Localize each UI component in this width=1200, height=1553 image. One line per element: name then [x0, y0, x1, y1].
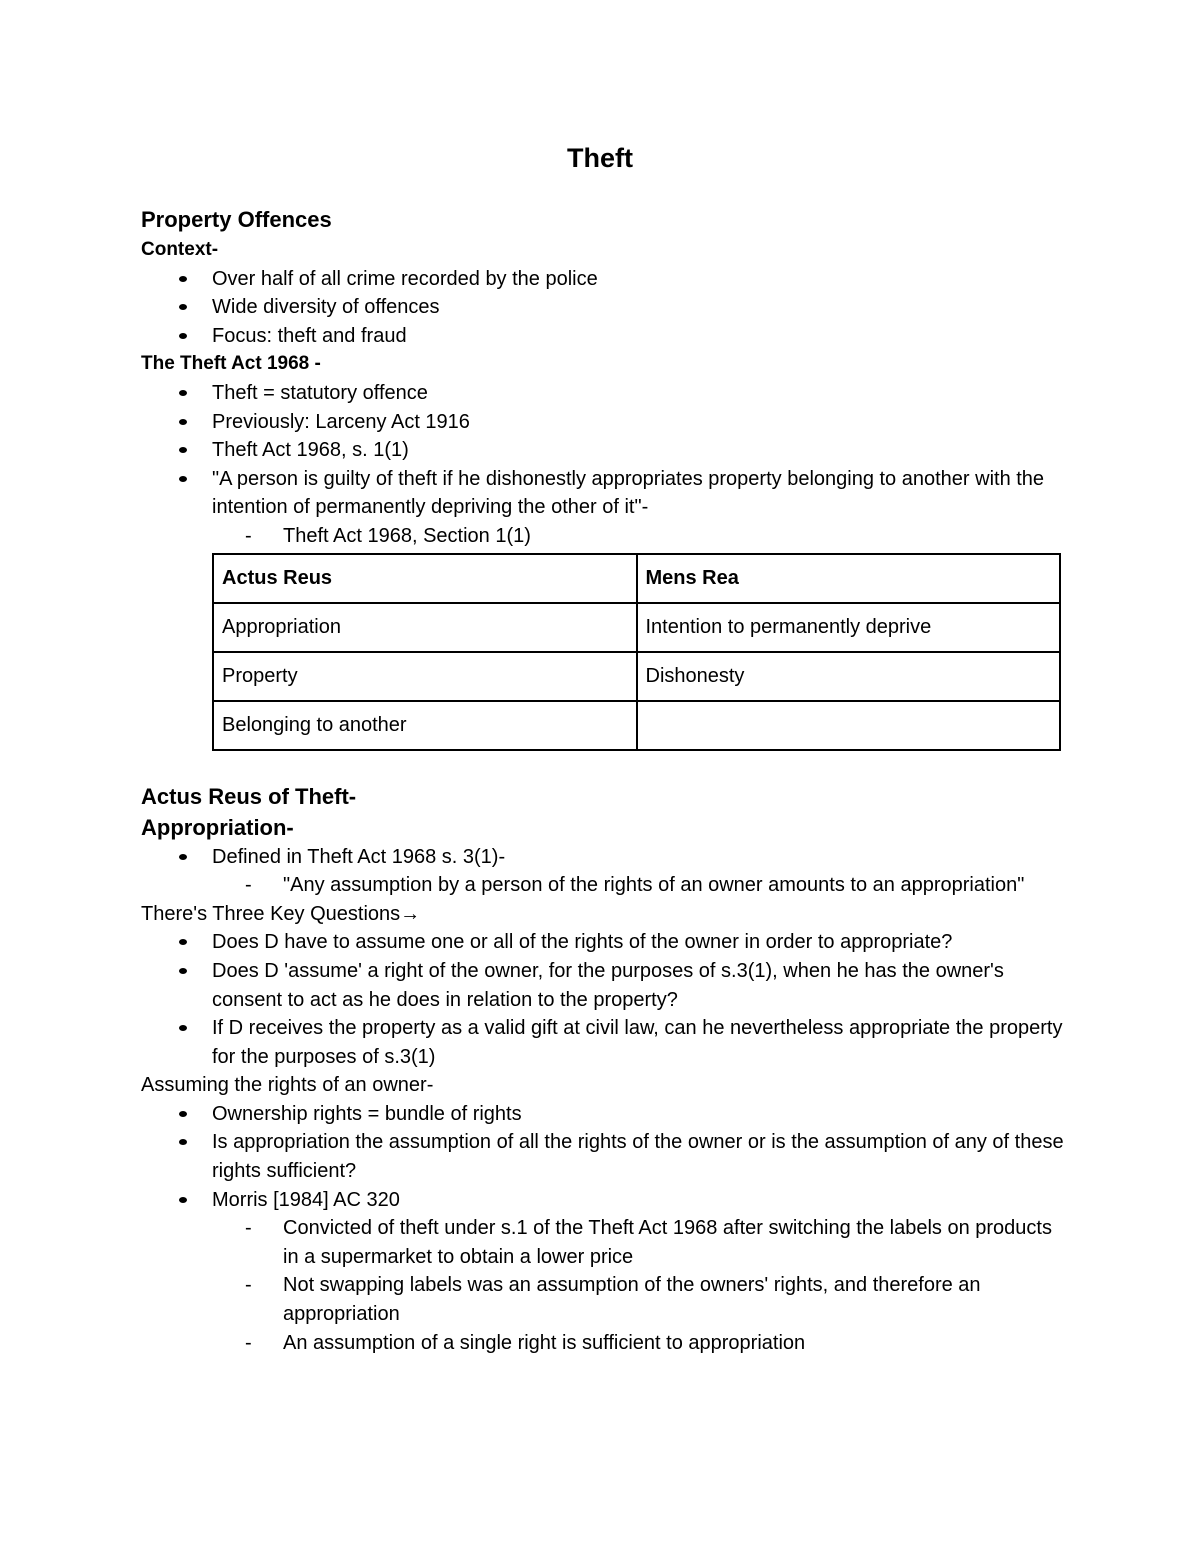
- theft-act-list: [141, 379, 1071, 522]
- list-item: Morris [1984] AC 320: [141, 1186, 1071, 1215]
- list-item: Does D have to assume one or all of the rights of the owner in order to appropriate?: [141, 928, 1071, 957]
- table-header-cell: Mens Rea: [637, 554, 1061, 603]
- list-item: Focus: theft and fraud: [141, 322, 1071, 351]
- table-row: [213, 603, 1060, 652]
- list-item: Theft = statutory offence: [141, 379, 1071, 408]
- heading-actus-reus: Actus Reus of Theft-: [141, 783, 357, 809]
- label-theft-act: The Theft Act 1968 -: [141, 353, 321, 375]
- key-questions-list: [141, 928, 1071, 1071]
- heading-appropriation: Appropriation-: [141, 814, 294, 840]
- list-item: Ownership rights = bundle of rights: [141, 1100, 1071, 1129]
- list-item: Is appropriation the assumption of all the rights of the owner or is the assumption of any of these rights sufficient?: [141, 1128, 1071, 1185]
- label-key-questions: There's Three Key Questions→: [141, 902, 421, 925]
- context-list: [141, 265, 1071, 351]
- rights-list: [141, 1100, 1071, 1214]
- list-item: Does D 'assume' a right of the owner, for the purposes of s.3(1), when he has the owner's consent to act as he does in relation to the property?: [141, 957, 1071, 1014]
- list-item: - Not swapping labels was an assumption of the owners' rights, and therefore an appropriation: [141, 1271, 1071, 1328]
- appropriation-quote-list: [141, 871, 1071, 900]
- table-cell: Dishonesty: [637, 652, 1061, 701]
- table-cell: Intention to permanently deprive: [637, 603, 1061, 652]
- label-assuming-rights: Assuming the rights of an owner-: [141, 1074, 434, 1097]
- list-item: Over half of all crime recorded by the police: [141, 265, 1071, 294]
- table-row: [213, 701, 1060, 750]
- appropriation-list: [141, 843, 1071, 872]
- table-cell: [637, 701, 1061, 750]
- document-title: Theft: [567, 143, 633, 173]
- table-cell: Property: [213, 652, 637, 701]
- list-item: Theft Act 1968, s. 1(1): [141, 436, 1071, 465]
- list-item: - Convicted of theft under s.1 of the Theft Act 1968 after switching the labels on products in a supermarket to obtain a lower price: [141, 1214, 1071, 1271]
- list-item: "A person is guilty of theft if he dishonestly appropriates property belonging to another with the intention of permanently depriving the other of it"-: [141, 465, 1071, 522]
- label-context: Context-: [141, 239, 219, 260]
- document-body: [141, 204, 1071, 1357]
- morris-points-list: [141, 1214, 1071, 1357]
- heading-property-offences: Property Offences: [141, 207, 332, 232]
- table-header-row: [213, 554, 1060, 603]
- table-header-cell: Actus Reus: [213, 554, 637, 603]
- table-cell: Appropriation: [213, 603, 637, 652]
- list-item: - "Any assumption by a person of the rights of an owner amounts to an appropriation": [141, 871, 1071, 900]
- table-cell: Belonging to another: [213, 701, 637, 750]
- list-item: Previously: Larceny Act 1916: [141, 408, 1071, 437]
- list-item: Defined in Theft Act 1968 s. 3(1)-: [141, 843, 1071, 872]
- list-item: If D receives the property as a valid gift at civil law, can he nevertheless appropriate the property for the purposes of s.3(1): [141, 1014, 1071, 1071]
- table-row: [213, 652, 1060, 701]
- list-item: Wide diversity of offences: [141, 293, 1071, 322]
- list-item: - An assumption of a single right is sufficient to appropriation: [141, 1329, 1071, 1358]
- act-source-list: [141, 522, 1071, 551]
- actus-mens-table: [212, 553, 1061, 751]
- list-item: - Theft Act 1968, Section 1(1): [141, 522, 1071, 551]
